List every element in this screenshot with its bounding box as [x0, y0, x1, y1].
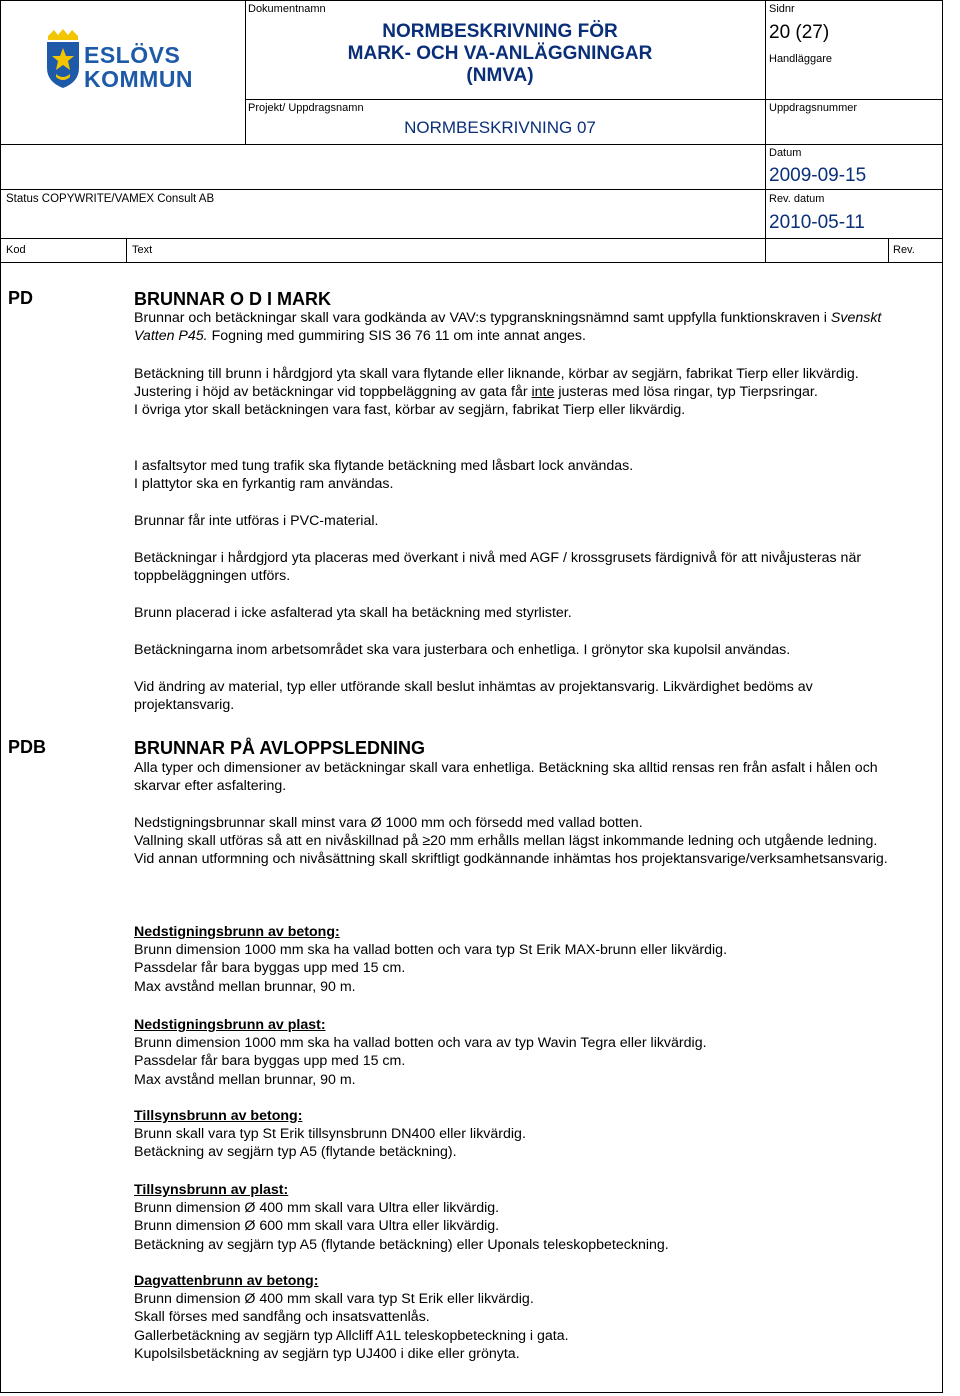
- text-line: Vallning skall utföras så att en nivåskillnad på ≥20 mm erhålls mellan lägst inkommande ledning och utgående ledning.: [134, 833, 878, 850]
- text-line: Brunn dimension 1000 mm ska ha vallad botten och vara av typ Wavin Tegra eller likvärdig.: [134, 1035, 707, 1052]
- logo-text-eslovs: ESLÖVS: [84, 42, 181, 68]
- text-run: Brunnar och betäckningar skall vara godkända av VAV:s typgranskningsnämnd samt uppfylla funktionskraven i: [134, 310, 831, 326]
- text-line: Kupolsilsbetäckning av segjärn typ UJ400 i dike eller grönyta.: [134, 1345, 520, 1362]
- block-heading: Tillsynsbrunn av betong:: [134, 1108, 303, 1124]
- column-kod: Kod: [6, 244, 26, 256]
- pdb-block-plast-nedstigning: [134, 1016, 894, 1089]
- pdb-paragraph-1: Alla typer och dimensioner av betäckningar skall vara enhetliga. Betäckning ska alltid rensas ren från asfalt i hålen och skarvar efter asfaltering.: [134, 760, 878, 795]
- text-line: Betäckning av segjärn typ A5 (flytande betäckning) eller Uponals teleskopbeteckning.: [134, 1236, 669, 1253]
- section-title-pd: BRUNNAR O D I MARK: [134, 289, 331, 309]
- text-line: Passdelar får bara byggas upp med 15 cm.: [134, 1053, 406, 1070]
- header-divider: [0, 189, 942, 190]
- block-heading: Nedstigningsbrunn av betong:: [134, 924, 340, 940]
- pd-paragraph-3: [134, 457, 894, 493]
- logo-text-kommun: KOMMUN: [84, 66, 194, 92]
- header-divider: [0, 238, 942, 239]
- text-run: justeras med lösa ringar, typ Tierpsringar.: [554, 384, 818, 401]
- pdb-block-dagvatten: [134, 1272, 894, 1363]
- block-heading: Dagvattenbrunn av betong:: [134, 1273, 319, 1289]
- column-text: Text: [132, 244, 153, 256]
- text-line: Brunn dimension Ø 600 mm skall vara Ultra eller likvärdig.: [134, 1218, 500, 1235]
- text-line: I övriga ytor skall betäckningen vara fast, körbar av segjärn, fabrikat Tierp eller likvärdig.: [134, 402, 686, 419]
- header-divider: [0, 262, 942, 263]
- text-line: Nedstigningsbrunnar skall minst vara Ø 1000 mm och försedd med vallad botten.: [134, 815, 643, 831]
- text-line: I asfaltsytor med tung trafik ska flytande betäckning med låsbart lock användas.: [134, 458, 634, 474]
- section-code-pd: PD: [8, 288, 34, 308]
- text-line: Vid annan utformning och nivåsättning skall skriftligt godkännande inhämtas hos projektansvarige/verksamhetsansvarig.: [134, 851, 888, 868]
- text-line: Max avstånd mellan brunnar, 90 m.: [134, 1071, 356, 1088]
- projekt-value: NORMBESKRIVNING 07: [404, 118, 596, 137]
- column-rev: Rev.: [893, 244, 915, 256]
- datum-label: Datum: [769, 147, 802, 159]
- text-line: Passdelar får bara byggas upp med 15 cm.: [134, 960, 406, 977]
- pdb-paragraph-2: [134, 814, 894, 869]
- text-run-underline: inte: [531, 384, 555, 401]
- revdatum-value: 2010-05-11: [769, 212, 865, 233]
- datum-value: 2009-09-15: [769, 165, 867, 186]
- text-run: Fogning med gummiring SIS 36 76 11 om inte annat anges.: [207, 328, 586, 345]
- document-title-line: MARK- OCH VA-ANLÄGGNINGAR: [347, 43, 653, 64]
- pd-paragraph-5: Betäckningar i hårdgjord yta placeras med överkant i nivå med AGF / krossgrusets färdignivå för att nivåjusteras när toppbeläggningen utförs.: [134, 550, 862, 585]
- pdb-block-betong-tillsyn: [134, 1107, 894, 1162]
- header-col-divider: [126, 238, 127, 263]
- text-run-italic: Svenskt Vatten P45.: [134, 310, 882, 345]
- pd-paragraph-2: [134, 365, 894, 420]
- pd-paragraph-6: Brunn placerad i icke asfalterad yta skall ha betäckning med styrlister.: [134, 605, 572, 621]
- text-line: Brunn dimension Ø 400 mm skall vara Ultra eller likvärdig.: [134, 1200, 500, 1217]
- eslov-coat-of-arms-icon: [44, 28, 82, 95]
- document-title-line: (NMVA): [466, 65, 534, 86]
- projekt-label: Projekt/ Uppdragsnamn: [248, 102, 364, 114]
- document-title: [245, 21, 755, 87]
- header-top-border: [0, 0, 942, 1]
- header-divider: [0, 144, 942, 145]
- text-line: Brunn dimension 1000 mm ska ha vallad botten och vara typ St Erik MAX-brunn eller likvärdig.: [134, 942, 728, 959]
- revdatum-label: Rev. datum: [769, 193, 825, 205]
- pdb-block-plast-tillsyn: [134, 1181, 894, 1254]
- text-line: Brunn skall vara typ St Erik tillsynsbrunn DN400 eller likvärdig.: [134, 1126, 526, 1143]
- text-line: Skall förses med sandfång och insatsvattenlås.: [134, 1309, 430, 1326]
- pd-paragraph-4: Brunnar får inte utföras i PVC-material.: [134, 513, 379, 529]
- pd-paragraph-7: Betäckningarna inom arbetsområdet ska vara justerbara och enhetliga. I grönytor ska kupolsil användas.: [134, 642, 791, 658]
- header-col-divider: [0, 0, 1, 1393]
- pd-paragraph-8: Vid ändring av material, typ eller utförande skall beslut inhämtas av projektansvarig. Likvärdighet bedöms av projektansvarig.: [134, 679, 813, 714]
- header-divider: [245, 99, 942, 100]
- text-run: Betäckning till brunn i hårdgjord yta skall vara flytande eller liknande, körbar av segjärn, fabrikat Tierp eller likvärdig. Justering i höjd av betäckningar vid toppbeläggning av gata får: [134, 366, 859, 401]
- text-line: I plattytor ska en fyrkantig ram användas.: [134, 476, 394, 493]
- pd-paragraph-1: [134, 309, 894, 345]
- text-line: Gallerbetäckning av segjärn typ Allcliff A1L teleskopbeteckning i gata.: [134, 1327, 569, 1344]
- header-col-divider: [765, 0, 766, 263]
- handlaggare-label: Handläggare: [769, 53, 832, 65]
- status-label: Status COPYWRITE/VAMEX Consult AB: [6, 193, 215, 205]
- header-col-divider: [888, 238, 889, 263]
- section-code-pdb: PDB: [8, 737, 47, 757]
- block-heading: Tillsynsbrunn av plast:: [134, 1182, 289, 1198]
- section-title-pdb: BRUNNAR PÅ AVLOPPSLEDNING: [134, 738, 426, 758]
- text-line: Max avstånd mellan brunnar, 90 m.: [134, 978, 356, 995]
- uppdragsnummer-label: Uppdragsnummer: [769, 102, 858, 114]
- document-title-line: NORMBESKRIVNING FÖR: [382, 21, 618, 42]
- page-bottom-border: [0, 1392, 942, 1393]
- header-col-divider: [942, 0, 943, 1393]
- text-line: Brunn dimension Ø 400 mm skall vara typ St Erik eller likvärdig.: [134, 1291, 534, 1308]
- pdb-block-betong-nedstigning: [134, 923, 894, 996]
- sidnr-value: 20 (27): [769, 22, 830, 43]
- sidnr-label: Sidnr: [769, 3, 795, 15]
- block-heading: Nedstigningsbrunn av plast:: [134, 1017, 326, 1033]
- dokumentnamn-label: Dokumentnamn: [248, 3, 326, 15]
- text-line: Betäckning av segjärn typ A5 (flytande betäckning).: [134, 1144, 457, 1161]
